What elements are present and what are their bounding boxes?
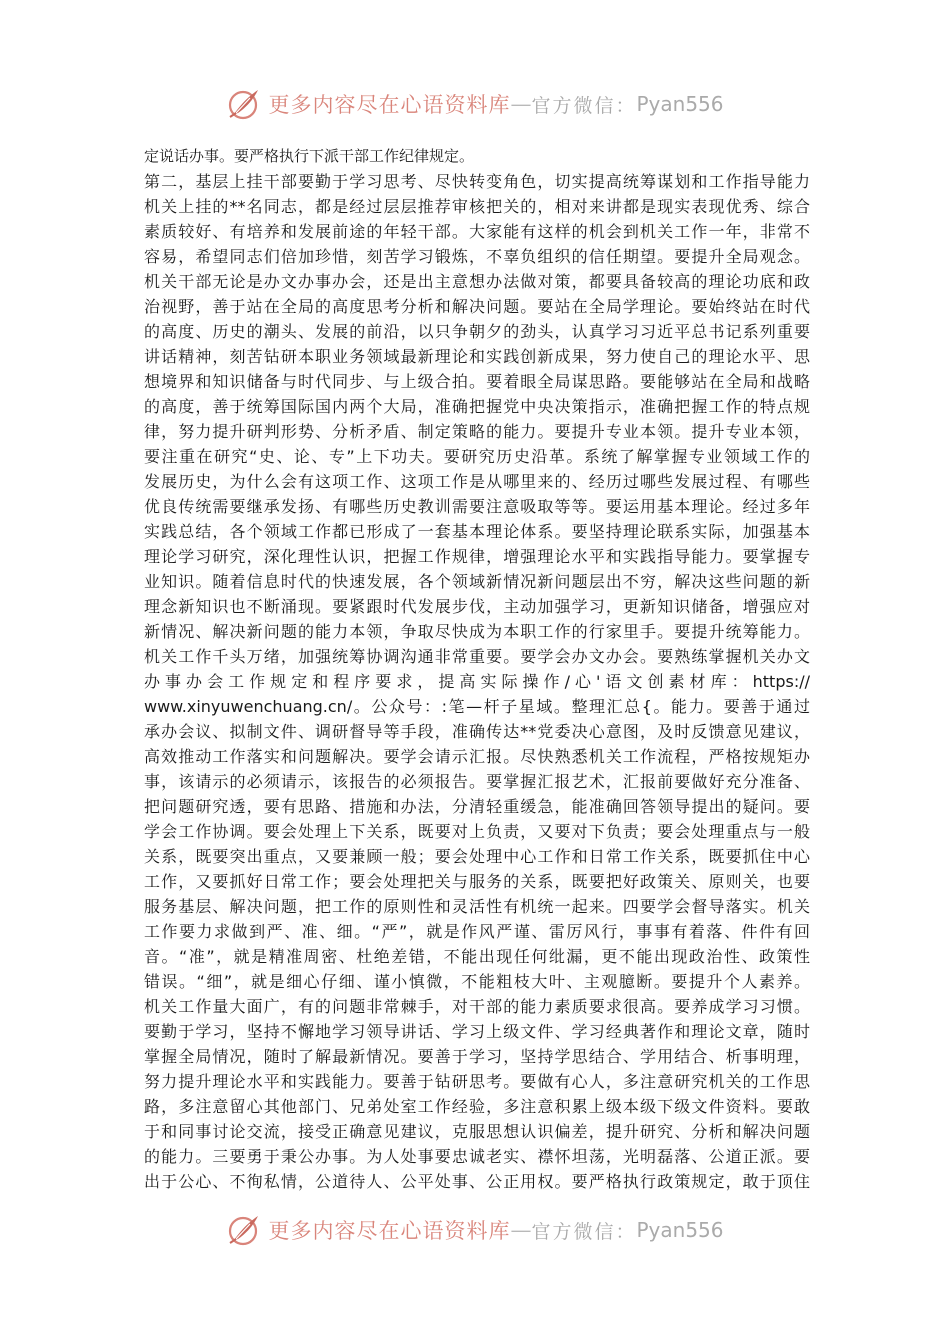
document-body [144, 144, 810, 1194]
text-line: 想境界和知识储备与时代同步、与上级合拍。要着眼全局谋思路。要能够站在全局和战略 [144, 372, 810, 391]
text-line: 机关工作千头万绪，加强统筹协调沟通非常重要。要学会办文办会。要熟练掌握机关办文 [144, 647, 810, 666]
text-line: 律，努力提升研判形势、分析矛盾、制定策略的能力。要提升专业本领。提升专业本领， [144, 422, 810, 441]
text-line: 的高度、历史的潮头、发展的前沿，以只争朝夕的劲头，认真学习习近平总书记系列重要 [144, 322, 810, 341]
text-line: 业知识。随着信息时代的快速发展，各个领域新情况新问题层出不穷，解决这些问题的新 [144, 572, 810, 591]
text-line: 机关干部无论是办文办事办会，还是出主意想办法做对策，都要具备较高的理论功底和政 [144, 272, 810, 291]
text-line: 发展历史，为什么会有这项工作、这项工作是从哪里来的、经历过哪些发展过程、有哪些 [144, 472, 810, 491]
watermark-site-name: 更多内容尽在心语资料库 [268, 93, 511, 117]
watermark-wechat-id: Pyan556 [636, 92, 724, 116]
quill-logo-icon [226, 86, 262, 122]
text-line: 的高度，善于统筹国际国内两个大局，准确把握党中央决策指示，准确把握工作的特点规 [144, 397, 810, 416]
text-line: 工作要力求做到严、准、细。“严”，就是作风严谨、雷厉风行，事事有着落、件件有回 [144, 922, 810, 941]
text-line: 工作，又要抓好日常工作；要会处理把关与服务的关系，既要把好政策关、原则关，也要 [144, 872, 810, 891]
text-line: 定说话办事。要严格执行下派干部工作纪律规定。 [144, 147, 475, 165]
watermark-wechat-label: 官方微信： [531, 94, 637, 117]
text-line: 治视野，善于站在全局的高度思考分析和解决问题。要站在全局学理论。要始终站在时代 [144, 297, 810, 316]
text-line: 理念新知识也不断涌现。要紧跟时代发展步伐，主动加强学习，更新知识储备，增强应对 [144, 597, 810, 616]
text-line: 承办会议、拟制文件、调研督导等手段，准确传达**党委决心意图，及时反馈意见建议， [144, 722, 810, 741]
text-line: 优良传统需要继承发扬、有哪些历史教训需要注意吸取等等。要运用基本理论。经过多年 [144, 497, 810, 516]
text-line: 出于公心、不徇私情，公道待人、公平处事、公正用权。要严格执行政策规定，敢于顶住 [144, 1172, 810, 1191]
text-line: 把问题研究透，要有思路、措施和办法，分清轻重缓急，能准确回答领导提出的疑问。要 [144, 797, 810, 816]
text-line: 第二，基层上挂干部要勤于学习思考、尽快转变角色，切实提高统筹谋划和工作指导能力 [144, 172, 810, 191]
quill-logo-icon [226, 1212, 262, 1248]
text-line: 学会工作协调。要会处理上下关系，既要对上负责，又要对下负责；要会处理重点与一般 [144, 822, 810, 841]
text-line: 素质较好、有培养和发展前途的年轻干部。大家能有这样的机会到机关工作一年，非常不 [144, 222, 810, 241]
text-line: 容易，希望同志们倍加珍惜，刻苦学习锻炼，不辜负组织的信任期望。要提升全局观念。 [144, 247, 810, 266]
watermark-site-name: 更多内容尽在心语资料库 [268, 1219, 511, 1243]
watermark-separator: — [510, 92, 532, 116]
text-line: 机关工作量大面广，有的问题非常棘手，对干部的能力素质要求很高。要养成学习习惯。 [144, 997, 810, 1016]
text-line: 路，多注意留心其他部门、兄弟处室工作经验，多注意积累上级本级下级文件资料。要敢 [144, 1097, 810, 1116]
text-line: 讲话精神，刻苦钻研本职业务领域最新理论和实践创新成果，努力使自己的理论水平、思 [144, 347, 810, 366]
text-line: 错误。“细”，就是细心仔细、谨小慎微，不能粗枝大叶、主观臆断。要提升个人素养。 [144, 972, 810, 991]
text-line: 音。“准”，就是精准周密、杜绝差错，不能出现任何纰漏，更不能出现政治性、政策性 [144, 947, 810, 966]
watermark-separator: — [510, 1218, 532, 1242]
text-line: 要勤于学习，坚持不懈地学习领导讲话、学习上级文件、学习经典著作和理论文章，随时 [144, 1022, 810, 1041]
text-line: 机关上挂的**名同志，都是经过层层推荐审核把关的，相对来讲都是现实表现优秀、综合 [144, 197, 810, 216]
text-line: 新情况、解决新问题的能力本领，争取尽快成为本职工作的行家里手。要提升统筹能力。 [144, 622, 810, 641]
text-line: 办事办会工作规定和程序要求，提高实际操作/心'语文创素材库：https:// [144, 672, 810, 691]
text-line: 关系，既要突出重点，又要兼顾一般；要会处理中心工作和日常工作关系，既要抓住中心 [144, 847, 810, 866]
text-line: 要注重在研究“史、论、专”上下功夫。要研究历史沿革。系统了解掌握专业领域工作的 [144, 447, 810, 466]
header-watermark-banner [0, 80, 950, 128]
text-line: 理论学习研究，深化理性认识，把握工作规律，增强理论水平和实践指导能力。要掌握专 [144, 547, 810, 566]
text-line: 实践总结，各个领域工作都已形成了一套基本理论体系。要坚持理论联系实际，加强基本 [144, 522, 810, 541]
watermark-wechat-label: 官方微信： [531, 1220, 637, 1243]
text-line: 服务基层、解决问题，把工作的原则性和灵活性有机统一起来。四要学会督导落实。机关 [144, 897, 810, 916]
watermark-wechat-id: Pyan556 [636, 1218, 724, 1242]
text-line: 掌握全局情况，随时了解最新情况。要善于学习，坚持学思结合、学用结合、析事明理， [144, 1047, 810, 1066]
footer-watermark-banner [0, 1206, 950, 1254]
text-line: 高效推动工作落实和问题解决。要学会请示汇报。尽快熟悉机关工作流程，严格按规矩办 [144, 747, 810, 766]
text-line: 事，该请示的必须请示，该报告的必须报告。要掌握汇报艺术，汇报前要做好充分准备、 [144, 772, 810, 791]
text-line: 的能力。三要勇于秉公办事。为人处事要忠诚老实、襟怀坦荡，光明磊落、公道正派。要 [144, 1147, 810, 1166]
text-line: 努力提升理论水平和实践能力。要善于钻研思考。要做有心人，多注意研究机关的工作思 [144, 1072, 810, 1091]
text-line: 于和同事讨论交流，接受正确意见建议，克服思想认识偏差，提升研究、分析和解决问题 [144, 1122, 810, 1141]
text-line: www.xinyuwenchuang.cn/。公众号：:笔—杆子星域。整理汇总{。能力。要善于通过 [144, 697, 810, 716]
